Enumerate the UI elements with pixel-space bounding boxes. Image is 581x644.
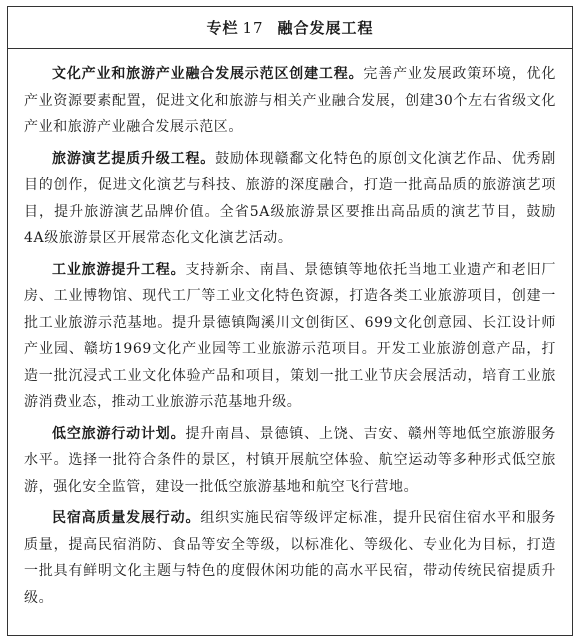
- section-paragraph: [24, 146, 556, 252]
- box-title-label: 专栏: [206, 19, 239, 37]
- box-title-text: 融合发展工程: [277, 19, 374, 37]
- box-content: [8, 49, 572, 611]
- section-heading: 工业旅游提升工程。: [52, 261, 186, 278]
- section-heading: 低空旅游行动计划。: [52, 425, 186, 442]
- section-body: 完善产业发展政策环境，优化产业资源要素配置，促进文化和旅游与相关产业融合发展，创建30个左右省级文化产业和旅游产业融合发展示范区。: [24, 66, 556, 135]
- section-body: 支持新余、南昌、景德镇等地依托当地工业遗产和老旧厂房、工业博物馆、现代工厂等工业文化特色资源，打造各类工业旅游项目，创建一批工业旅游示范基地。提升景德镇陶溪川文创街区、699文化创意园、长江设计师产业园、赣坊1969文化产业园等工业旅游示范项目。开发工业旅游创意产品，打造一批沉浸式工业文化体验产品和项目，策划一批工业节庆会展活动，培育工业旅游消费业态，推动工业旅游示范基地升级。: [24, 261, 557, 410]
- box-title-bar: [8, 7, 572, 49]
- box-title-number: 17: [242, 18, 264, 37]
- section-paragraph: [24, 257, 556, 416]
- section-heading: 旅游演艺提质升级工程。: [52, 150, 216, 167]
- section-body: 鼓励体现赣鄱文化特色的原创文化演艺作品、优秀剧目的创作，促进文化演艺与科技、旅游的深度融合，打造一批高品质的旅游演艺项目，提升旅游演艺品牌价值。全省5A级旅游景区要推出高品质的演艺节目，鼓励4A级旅游景区开展常态化文化演艺活动。: [24, 150, 556, 246]
- section-heading: 民宿高质量发展行动。: [52, 510, 201, 526]
- section-body: 组织实施民宿等级评定标准，提升民宿住宿水平和服务质量，提高民宿消防、食品等安全等级，以标准化、等级化、专业化为目标，打造一批具有鲜明文化主题与特色的度假休闲功能的高水平民宿，带动传统民宿提质升级。: [24, 510, 557, 606]
- feature-box: [7, 6, 573, 636]
- section-paragraph: [24, 505, 556, 611]
- section-heading: 文化产业和旅游产业融合发展示范区创建工程。: [52, 66, 364, 82]
- section-paragraph: [24, 61, 556, 141]
- section-paragraph: [24, 421, 556, 501]
- section-body: 提升南昌、景德镇、上饶、吉安、赣州等地低空旅游服务水平。选择一批符合条件的景区，村镇开展航空体验、航空运动等多种形式低空旅游，强化安全监管，建设一批低空旅游基地和航空飞行营地。: [24, 425, 557, 495]
